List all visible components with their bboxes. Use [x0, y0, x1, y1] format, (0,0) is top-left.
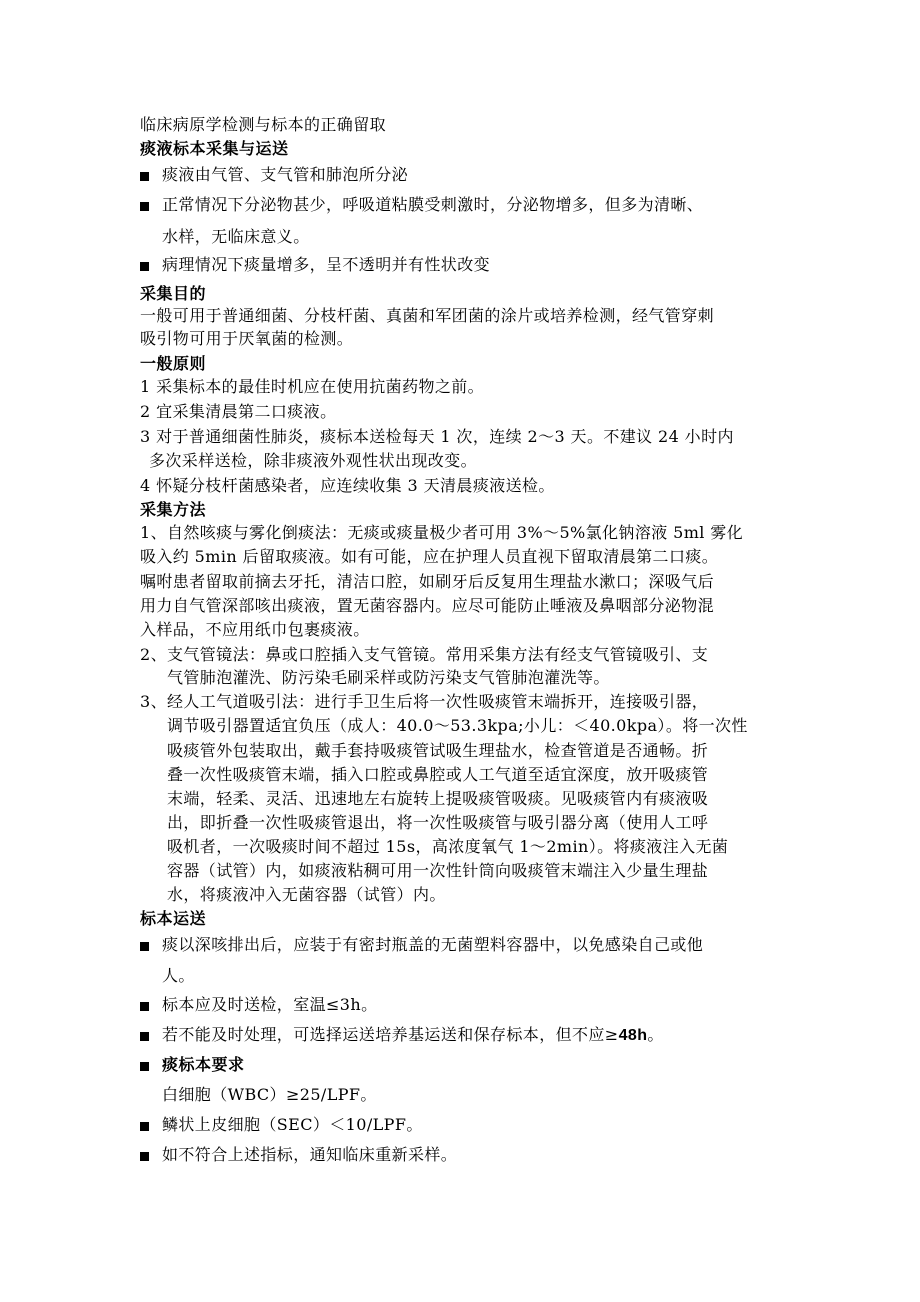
- method-line: 用力自气管深部咳出痰液，置无菌容器内。应尽可能防止唾液及鼻咽部分泌物混: [140, 596, 715, 615]
- bullet-icon: [140, 1152, 149, 1161]
- bullet-icon: [140, 1032, 149, 1041]
- bullet-text-continued: 人。: [162, 966, 195, 985]
- bullet-text: 鳞状上皮细胞（SEC）＜10/LPF。: [162, 1115, 423, 1134]
- method-line-continued: 叠一次性吸痰管末端，插入口腔或鼻腔或人工气道至适宜深度，放开吸痰管: [167, 765, 709, 784]
- bullet-text-continued: 水样，无临床意义。: [162, 227, 310, 246]
- bullet-icon: [140, 942, 149, 951]
- paragraph-line: 吸引物可用于厌氧菌的检测。: [140, 329, 354, 348]
- bullet-icon: [140, 202, 149, 211]
- bullet-text: 病理情况下痰量增多，呈不透明并有性状改变: [162, 255, 491, 274]
- method-line-continued: 气管肺泡灌洗、防污染毛刷采样或防污染支气管肺泡灌洗等。: [167, 668, 610, 687]
- principle-item: 2 宜采集清晨第二口痰液。: [140, 402, 337, 421]
- bullet-text-part: 若不能及时处理，可选择运送培养基运送和保存标本，但不应≥: [162, 1025, 619, 1044]
- section-heading-purpose: 采集目的: [140, 284, 207, 303]
- bullet-heading-requirements: 痰标本要求: [162, 1055, 245, 1074]
- paragraph-line: 一般可用于普通细菌、分枝杆菌、真菌和军团菌的涂片或培养检测，经气管穿刺: [140, 306, 715, 325]
- principle-item: 3 对于普通细菌性肺炎，痰标本送检每天 1 次，连续 2～3 天。不建议 24 小时内: [140, 427, 734, 446]
- method-line: 2、支气管镜法：鼻或口腔插入支气管镜。常用采集方法有经支气管镜吸引、支: [140, 645, 709, 664]
- bullet-text: 痰液由气管、支气管和肺泡所分泌: [162, 165, 409, 184]
- section-heading-transport: 标本运送: [140, 909, 207, 928]
- method-line: 入样品，不应用纸巾包裹痰液。: [140, 620, 370, 639]
- bullet-text: 标本应及时送检，室温≤3h。: [162, 995, 378, 1014]
- method-line-continued: 吸机者，一次吸痰时间不超过 15s，高浓度氧气 1～2min）。将痰液注入无菌: [167, 837, 729, 856]
- bullet-icon: [140, 1062, 149, 1071]
- bullet-icon: [140, 172, 149, 181]
- method-line-continued: 出，即折叠一次性吸痰管退出，将一次性吸痰管与吸引器分离（使用人工呼: [167, 813, 709, 832]
- method-line-continued: 调节吸引器置适宜负压（成人：40.0～53.3kpa;小儿：＜40.0kpa）。将一次性: [167, 716, 748, 735]
- method-line: 1、自然咳痰与雾化倒痰法：无痰或痰量极少者可用 3%～5%氯化钠溶液 5ml 雾化: [140, 523, 744, 542]
- requirement-text: 白细胞（WBC）≥25/LPF。: [162, 1085, 377, 1104]
- bullet-text-part: 。: [647, 1025, 664, 1044]
- method-line-continued: 容器（试管）内，如痰液粘稠可用一次性针筒向吸痰管末端注入少量生理盐: [167, 861, 709, 880]
- bullet-icon: [140, 1002, 149, 1011]
- method-line-continued: 末端，轻柔、灵活、迅速地左右旋转上提吸痰管吸痰。见吸痰管内有痰液吸: [167, 789, 709, 808]
- bullet-text: 正常情况下分泌物甚少，呼吸道粘膜受刺激时，分泌物增多，但多为清晰、: [162, 195, 704, 214]
- method-line: 吸入约 5min 后留取痰液。如有可能，应在护理人员直视下留取清晨第二口痰。: [140, 547, 719, 566]
- principle-item: 4 怀疑分枝杆菌感染者，应连续收集 3 天清晨痰液送检。: [140, 476, 555, 495]
- method-line-continued: 吸痰管外包装取出，戴手套持吸痰管试吸生理盐水，检查管道是否通畅。折: [167, 741, 709, 760]
- bullet-text: [162, 1025, 664, 1046]
- method-line: 3、经人工气道吸引法：进行手卫生后将一次性吸痰管末端拆开，连接吸引器，: [140, 692, 709, 711]
- bullet-icon: [140, 1122, 149, 1131]
- bullet-icon: [140, 262, 149, 271]
- section-heading-methods: 采集方法: [140, 500, 207, 519]
- bullet-text: 痰以深咳排出后，应装于有密封瓶盖的无菌塑料容器中，以免感染自己或他: [162, 935, 704, 954]
- principle-item: 1 采集标本的最佳时机应在使用抗菌药物之前。: [140, 377, 485, 396]
- method-line-continued: 水，将痰液冲入无菌容器（试管）内。: [167, 885, 446, 904]
- section-heading-principles: 一般原则: [140, 354, 207, 373]
- bullet-text-emphasis: 48h: [618, 1027, 648, 1044]
- document-title: 临床病原学检测与标本的正确留取: [140, 115, 387, 134]
- principle-item-continued: 多次采样送检，除非痰液外观性状出现改变。: [149, 451, 478, 470]
- method-line: 嘱咐患者留取前摘去牙托，清洁口腔，如刷牙后反复用生理盐水漱口；深吸气后: [140, 572, 715, 591]
- section-heading-sputum: 痰液标本采集与运送: [140, 139, 289, 158]
- bullet-text: 如不符合上述指标，通知临床重新采样。: [162, 1145, 458, 1164]
